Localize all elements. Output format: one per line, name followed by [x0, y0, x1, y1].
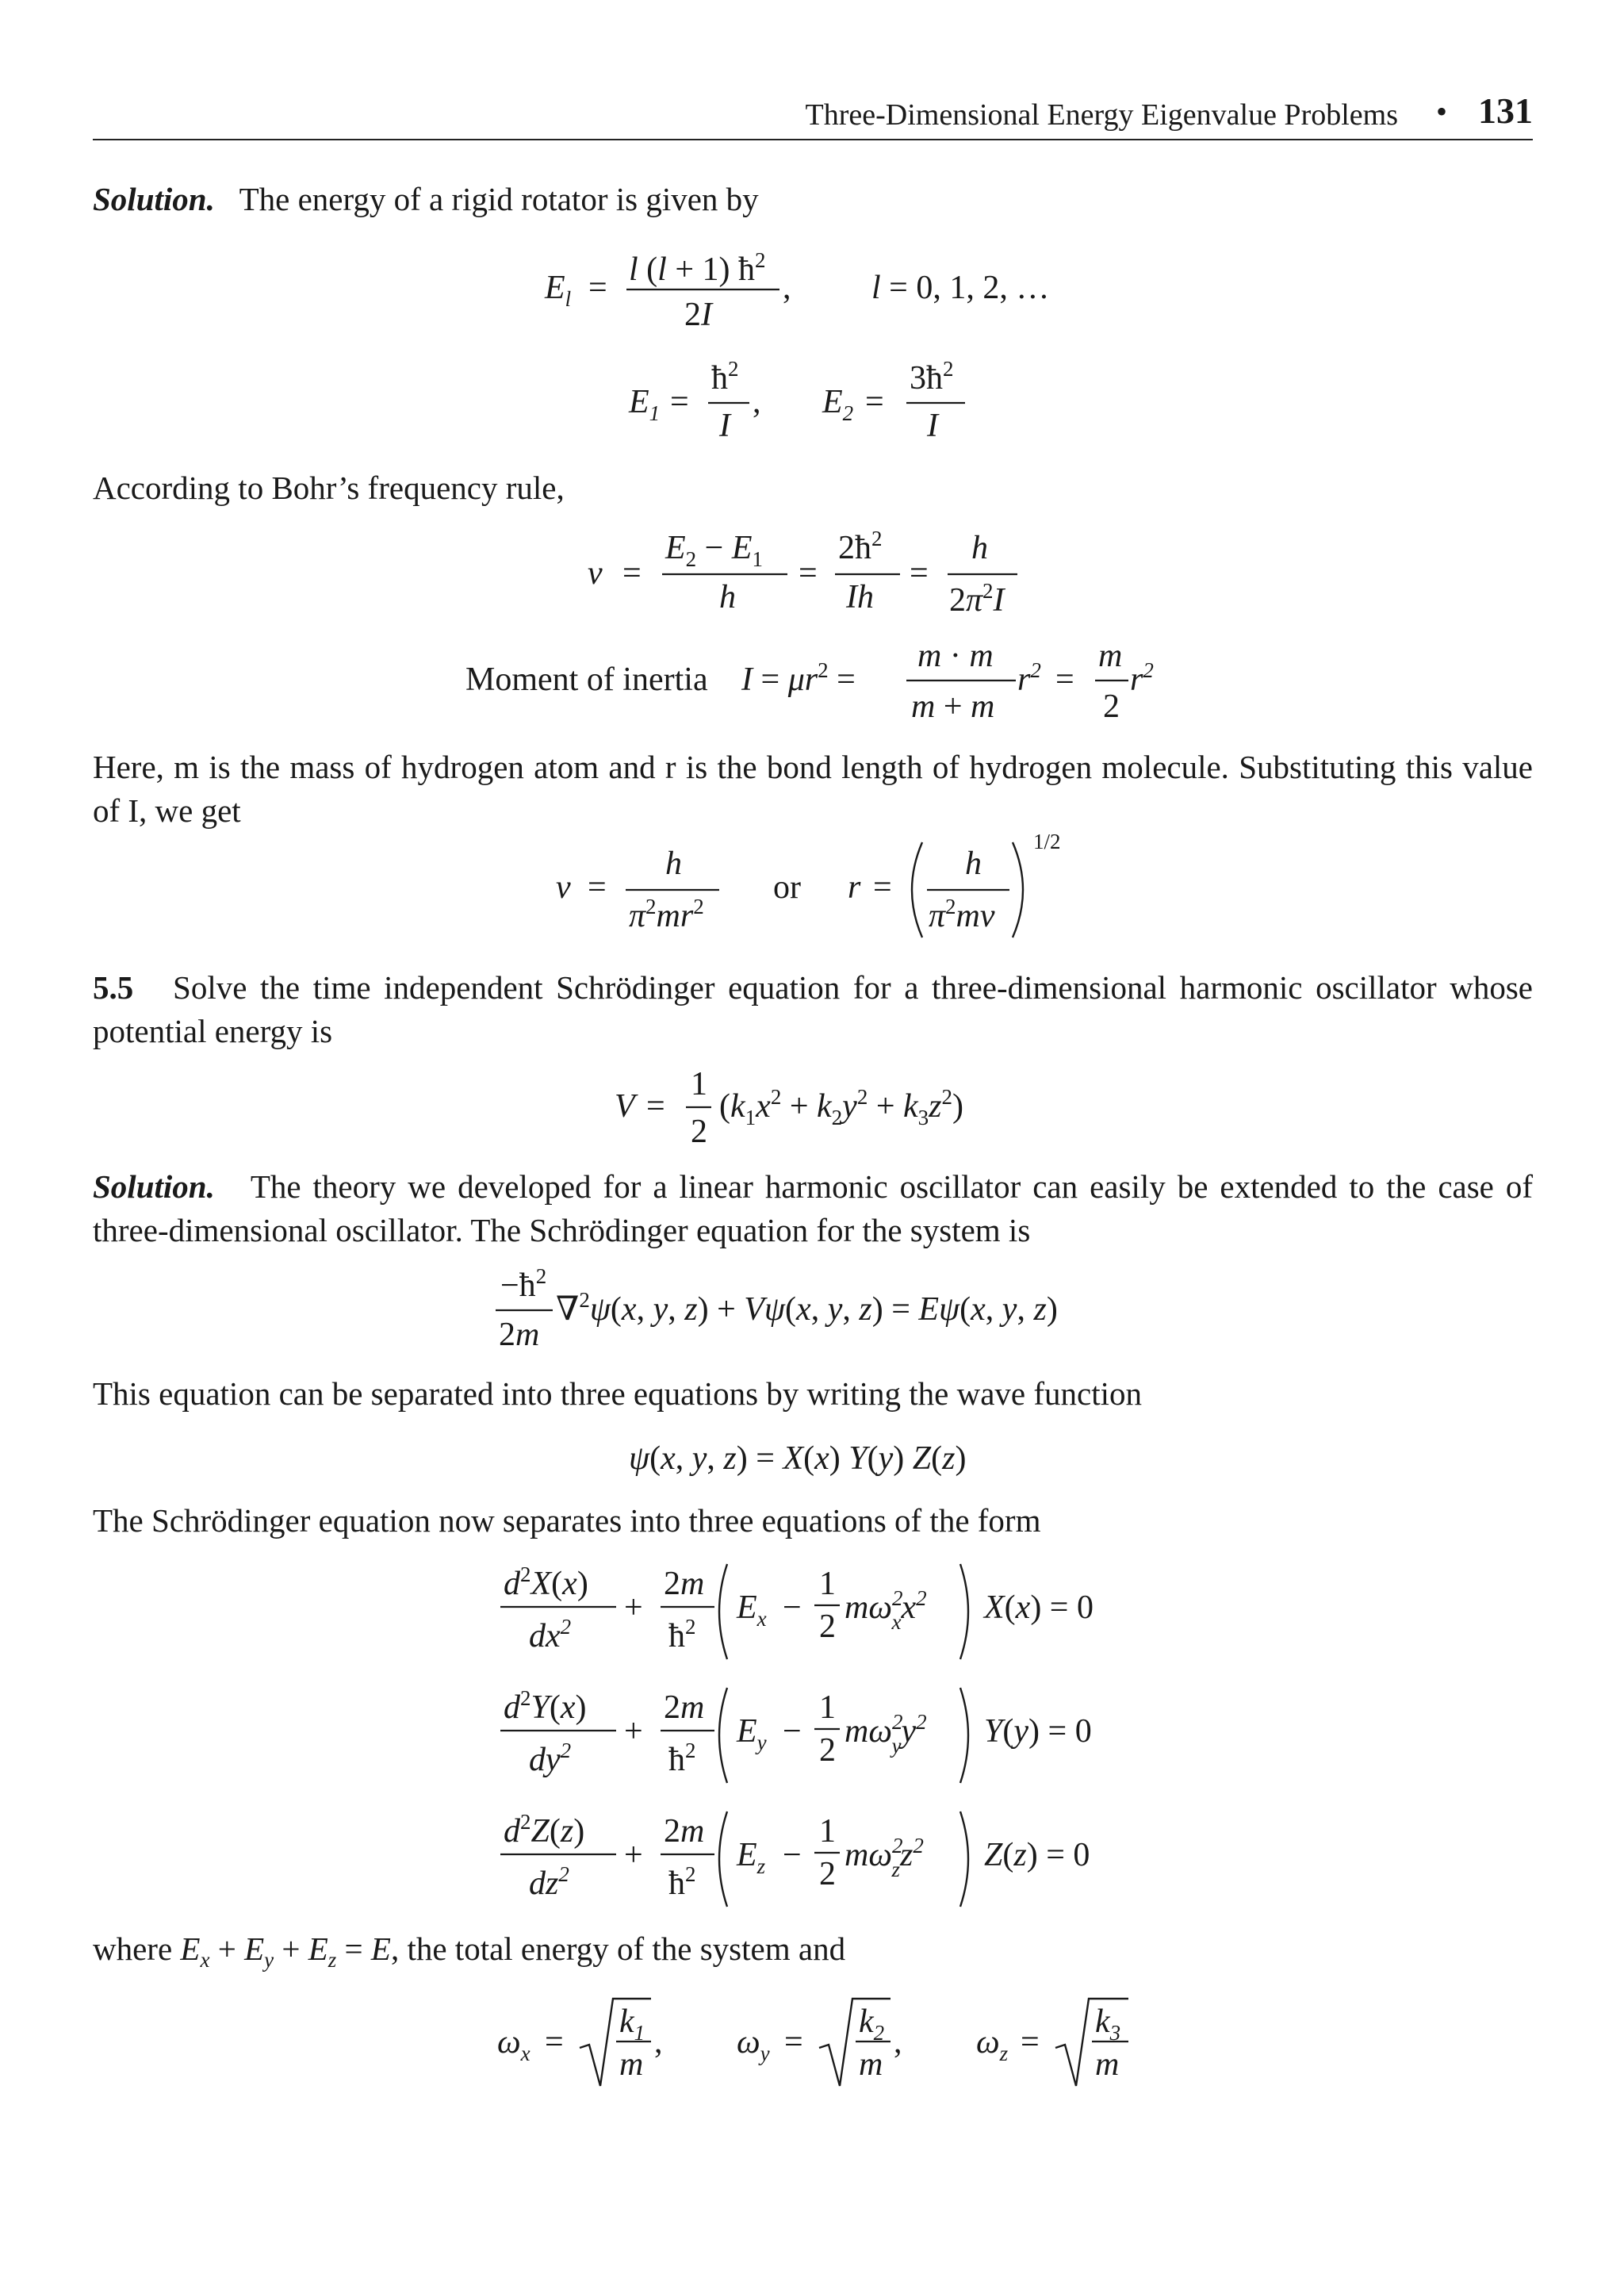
equation-potential [93, 1060, 1533, 1155]
substitution-paragraph [93, 746, 1533, 833]
equation-e1-e2-svg [93, 355, 1533, 450]
svg-text:2π2I: $2\pi^2I$ [949, 579, 1005, 619]
svg-text:2ħ2: $2ħ^2$ [838, 527, 883, 566]
equation-z [93, 1802, 1533, 1913]
equation-potential-svg [93, 1060, 1533, 1155]
equation-energy-levels [93, 236, 1533, 332]
svg-text:1: 1 [819, 1813, 836, 1850]
svg-text:dz2: $dz^2$ [529, 1862, 569, 1902]
book-page [93, 0, 1533, 2285]
equation-frequency-bond-length-svg [93, 825, 1533, 944]
svg-text:dx2: $dx^2$ [529, 1615, 572, 1654]
svg-text:=: = [1021, 2024, 1040, 2061]
svg-text:h: h [965, 845, 982, 882]
svg-text:1: 1 [819, 1566, 836, 1602]
equation-wavefunction-svg [93, 1428, 1533, 1483]
solution-label-2: Solution. [93, 1168, 215, 1205]
svg-text:Ih: Ih [846, 579, 874, 615]
svg-text:I: I [927, 408, 938, 444]
running-title: Three-Dimensional Energy Eigenvalue Problems [805, 98, 1398, 132]
svg-text:k3: $k_3$ [1095, 2003, 1121, 2045]
svg-text:Ex: $E_x$ [737, 1589, 767, 1631]
svg-text:(k1x2 + k2y2 + k3z2): $(k_1x^2 + k_2y^2 + k_3z^2)$ [719, 1085, 964, 1129]
svg-text:r2: $r^2$ [1130, 658, 1154, 698]
svg-text:Z(z) = 0: Z(z) = 0 [984, 1837, 1090, 1873]
separates-text: The Schrödinger equation now separates into three equations of the form [93, 1502, 1041, 1539]
equation-bohr-frequency-svg [93, 523, 1533, 627]
header-bullet: • [1435, 94, 1447, 129]
svg-text:ħ2: $ħ^2$ [668, 1862, 696, 1902]
svg-text:E1: $E_1$ [629, 384, 661, 425]
problem-5-5 [93, 966, 1533, 1053]
page-number: 131 [1478, 90, 1533, 131]
svg-text:,: , [654, 2024, 663, 2061]
equation-energy-levels-svg [93, 236, 1533, 332]
svg-text:+: + [624, 1713, 643, 1750]
or-word: or [773, 869, 801, 906]
problem-text: Solve the time independent Schrödinger equation for a three-dimensional harmonic oscillator whose potential energy is [93, 969, 1534, 1049]
moment-label: Moment of inertia [465, 661, 708, 698]
svg-text:ħ2: $ħ^2$ [668, 1615, 696, 1654]
solution-text: The energy of a rigid rotator is given by [239, 181, 759, 217]
svg-text:h: h [971, 530, 988, 566]
svg-text:2: 2 [819, 1856, 836, 1892]
svg-text:Ez: $E_z$ [737, 1837, 766, 1878]
equation-frequency-bond-length [93, 825, 1533, 944]
svg-text:I = μr2 =: $I = \mu r^2$ = [741, 658, 856, 698]
svg-text:,: , [753, 384, 761, 420]
svg-text:m + m: m + m [911, 688, 995, 725]
separation-text: This equation can be separated into three equations by writing the wave function [93, 1375, 1142, 1412]
svg-text:r2: $r^2$ [1017, 658, 1041, 698]
svg-text:d2Z(z): $d^2Z(z)$ [504, 1810, 585, 1850]
equation-omegas [93, 1989, 1533, 2092]
svg-text:h: h [719, 579, 736, 615]
svg-text:d2Y(x): $d^2Y(x)$ [504, 1686, 587, 1726]
svg-text:ν: ν [556, 869, 571, 906]
solution-paragraph-1 [93, 178, 1533, 221]
svg-text:=: = [910, 555, 929, 592]
svg-text:m: m [1095, 2046, 1120, 2083]
equation-y-svg [93, 1678, 1533, 1789]
svg-text:1: 1 [819, 1689, 836, 1726]
svg-text:ωy: $\omega_y$ [737, 2024, 770, 2065]
svg-text:ωz: $\omega_z$ [976, 2024, 1009, 2065]
svg-text:=: = [865, 384, 884, 420]
svg-text:m: m [859, 2046, 883, 2083]
svg-text:=: = [670, 384, 689, 420]
svg-text:=: = [588, 270, 607, 306]
svg-text:r: r [848, 869, 861, 906]
equation-e1-e2 [93, 355, 1533, 450]
svg-text:Ey: $E_y$ [737, 1713, 767, 1754]
svg-text:2: 2 [1103, 688, 1120, 725]
running-header [93, 91, 1533, 140]
svg-text:=: = [588, 869, 607, 906]
svg-text:=: = [784, 2024, 803, 2061]
svg-text:2m: 2m [664, 1689, 705, 1726]
svg-text:−: − [783, 1713, 802, 1750]
svg-text:2m: 2m [499, 1317, 540, 1353]
svg-text:π2mr2: $\pi^2mr^2$ [629, 895, 704, 934]
svg-text:m: m [1098, 638, 1123, 674]
svg-text:k1: $k_1$ [619, 2003, 645, 2045]
svg-text:ν: ν [588, 555, 603, 592]
svg-text:2: 2 [819, 1608, 836, 1645]
svg-text:=: = [646, 1088, 665, 1125]
svg-text:Y(y) = 0: Y(y) = 0 [984, 1713, 1092, 1750]
svg-text:d2X(x): $d^2X(x)$ [504, 1562, 588, 1602]
solution-label: Solution. [93, 181, 215, 217]
svg-text:k2: $k_2$ [859, 2003, 885, 2045]
equation-omegas-svg [93, 1989, 1533, 2092]
equation-x [93, 1555, 1533, 1666]
svg-text:−ħ2: $-ħ^2$ [500, 1264, 547, 1304]
svg-text:=: = [622, 555, 642, 592]
svg-text:El: $E_l$ [545, 270, 572, 311]
svg-text:2: 2 [691, 1114, 707, 1150]
svg-text:=: = [799, 555, 818, 592]
svg-text:π2mν: $\pi^2m\nu$ [929, 895, 995, 934]
svg-text:dy2: $dy^2$ [529, 1739, 572, 1778]
equation-schrodinger-svg [93, 1261, 1533, 1364]
svg-text:mω2zz2: $m\omega^2$ $zz^2$ [845, 1834, 924, 1881]
svg-text:X(x) = 0: X(x) = 0 [984, 1589, 1094, 1626]
svg-text:I: I [719, 408, 730, 444]
substitution-text: Here, m is the mass of hydrogen atom and r is the bond length of hydrogen molecule. Substituting this value of I, we get [93, 749, 1533, 829]
svg-text:ωx: $\omega_x$ [497, 2024, 530, 2065]
where-sentence: where $E_x + E_y + E_z = E$, the total energy of the system and [93, 1930, 846, 1973]
svg-text:∇2ψ(x, y, z) + Vψ(x, y, z) = E: ∇$^2$ψ(x, y, z) + Vψ(x, y, z) = Eψ(x, y, z) [556, 1288, 1058, 1328]
svg-text:2: 2 [819, 1732, 836, 1769]
solution-paragraph-2 [93, 1165, 1533, 1252]
svg-text:mω2xx2: $m\omega^2$ $xx^2$ [845, 1586, 927, 1634]
svg-text:ħ2: $ħ^2$ [711, 357, 739, 397]
solution-text-2: The theory we developed for a linear harmonic oscillator can easily be extended to the case of three-dimensional oscillator. The Schrödinger equation for the system is [93, 1168, 1534, 1248]
svg-text:h: h [665, 845, 682, 882]
svg-text:−: − [783, 1837, 802, 1873]
svg-text:+: + [624, 1837, 643, 1873]
svg-text:2m: 2m [664, 1813, 705, 1850]
svg-text:,: , [783, 270, 791, 306]
equation-wavefunction [93, 1428, 1533, 1483]
equation-schrodinger [93, 1261, 1533, 1364]
bohr-rule-text: According to Bohr’s frequency rule, [93, 470, 565, 506]
svg-text:m: m [619, 2046, 644, 2083]
svg-text:mω2yy2: $m\omega^2$ $yy^2$ [845, 1710, 927, 1758]
equation-bohr-frequency [93, 523, 1533, 627]
equation-y [93, 1678, 1533, 1789]
svg-text:=: = [873, 869, 892, 906]
svg-text:E2: $E_2$ [822, 384, 854, 425]
svg-text:+: + [624, 1589, 643, 1626]
svg-text:,: , [894, 2024, 902, 2061]
svg-text:1: 1 [691, 1066, 707, 1102]
equation-moment-of-inertia [93, 635, 1533, 738]
svg-text:=: = [1055, 661, 1074, 698]
svg-text:l (l + 1) ħ2: l (l + 1) $ħ^2$ [629, 248, 766, 288]
svg-text:=: = [545, 2024, 564, 2061]
problem-number: 5.5 [93, 969, 134, 1006]
svg-text:−: − [783, 1589, 802, 1626]
svg-text:V: V [615, 1088, 635, 1125]
svg-text:m · m: m · m [917, 638, 994, 674]
svg-text:2I: 2I [684, 297, 712, 333]
svg-text:2m: 2m [664, 1566, 705, 1602]
svg-text:ħ2: $ħ^2$ [668, 1739, 696, 1778]
svg-text:1/2: 1/2 [1033, 830, 1061, 853]
equation-moment-of-inertia-svg [93, 635, 1533, 738]
svg-text:E2 − E1: $E_2 - E_1$ [665, 530, 763, 571]
svg-text:3ħ2: $3ħ^2$ [910, 357, 954, 397]
equation-x-svg [93, 1555, 1533, 1666]
equation-z-svg [93, 1802, 1533, 1913]
svg-text:l = 0, 1, 2, …: l = 0, 1, 2, … [871, 270, 1050, 306]
svg-text:ψ(x, y, z) = X(x) Y(y) Z(z): ψ(x, y, z) = X(x) Y(y) Z(z) [629, 1440, 967, 1477]
